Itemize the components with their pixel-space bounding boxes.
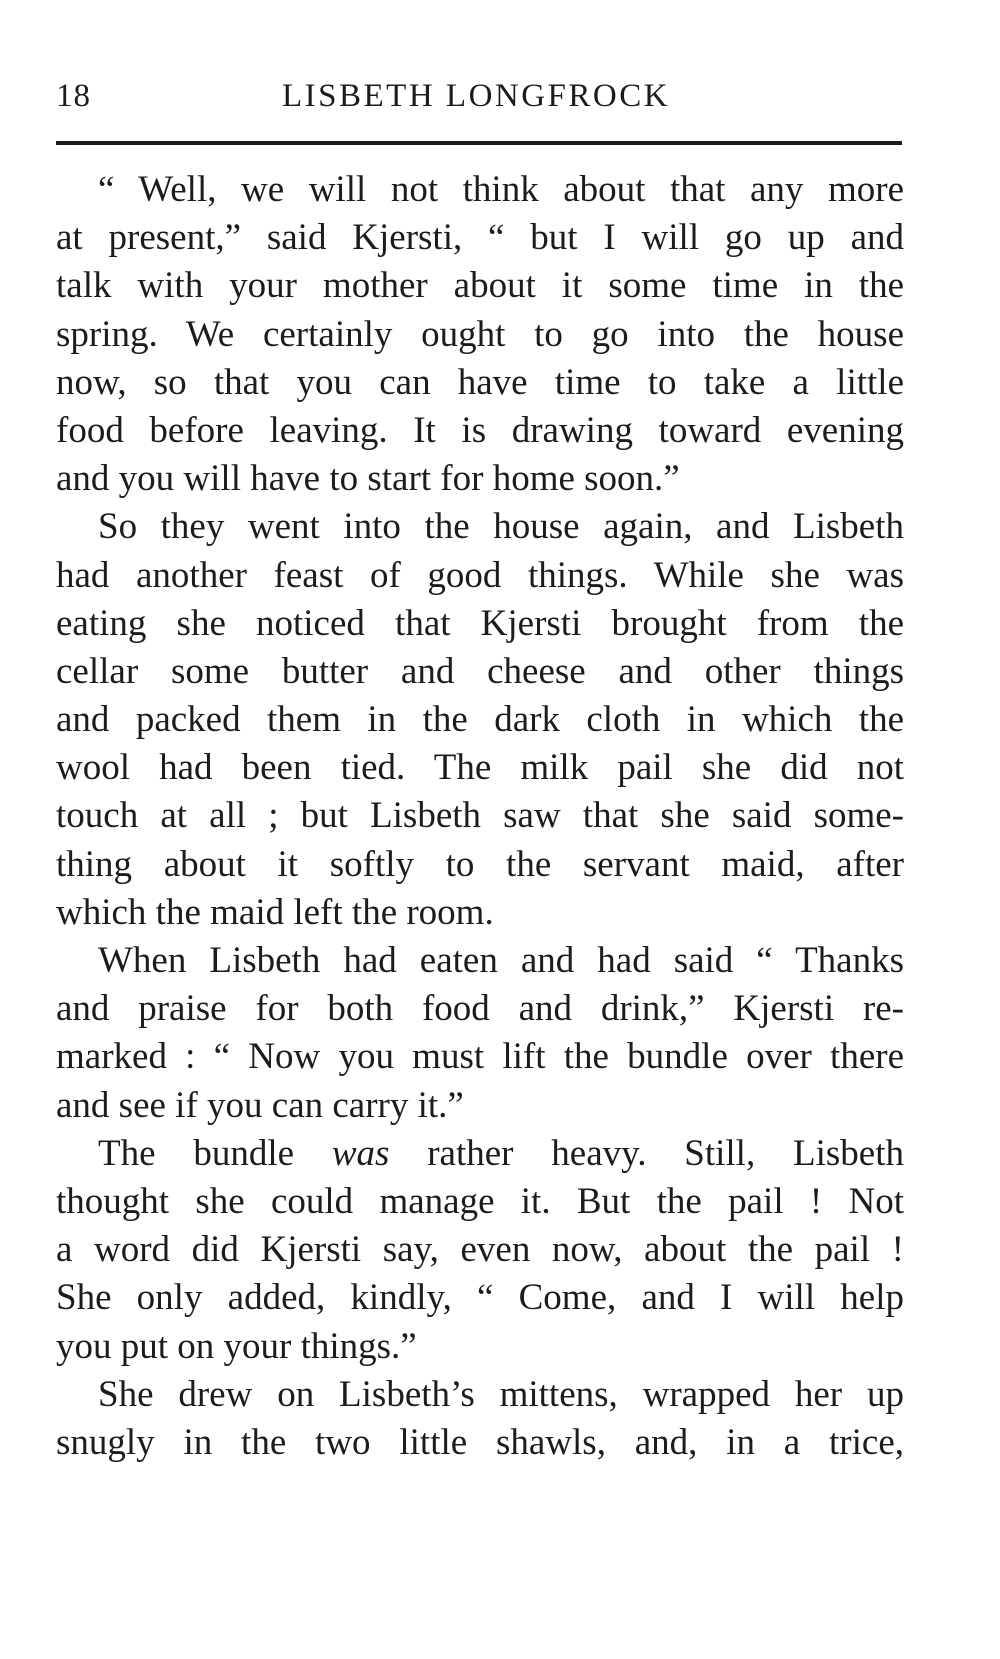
running-head: LISBETH LONGFROCK: [282, 78, 671, 114]
text-line: snugly in the two little shawls, and, in a trice,: [56, 1421, 904, 1463]
text-line: So they went into the house again, and Lisbeth: [98, 506, 904, 548]
text-line: cellar some butter and cheese and other things: [56, 650, 904, 692]
text-line: and you will have to start for home soon.”: [56, 458, 680, 500]
emphasized-word: was: [331, 1132, 390, 1174]
text-fragment: rather heavy. Still, Lisbeth: [389, 1132, 904, 1174]
text-line: spring. We certainly ought to go into the house: [56, 313, 904, 355]
header-rule: [56, 141, 902, 145]
text-line: at present,” said Kjersti, “ but I will go up and: [56, 217, 904, 259]
text-line: had another feast of good things. While she was: [56, 554, 904, 596]
text-line: which the maid left the room.: [56, 891, 494, 933]
text-line: and praise for both food and drink,” Kjersti re-: [56, 988, 904, 1030]
body-text: [56, 166, 904, 1467]
text-line: now, so that you can have time to take a little: [56, 361, 904, 403]
text-line: talk with your mother about it some time in the: [56, 265, 904, 307]
text-line: She only added, kindly, “ Come, and I will help: [56, 1277, 904, 1319]
text-fragment: The bundle: [98, 1132, 332, 1174]
text-line: wool had been tied. The milk pail she did not: [56, 747, 904, 789]
text-line: you put on your things.”: [56, 1325, 417, 1367]
text-line: and packed them in the dark cloth in which the: [56, 699, 904, 741]
text-line: and see if you can carry it.”: [56, 1084, 464, 1126]
text-line: eating she noticed that Kjersti brought from the: [56, 602, 904, 644]
text-line: When Lisbeth had eaten and had said “ Thanks: [98, 940, 904, 981]
text-line: marked : “ Now you must lift the bundle over there: [56, 1036, 904, 1078]
text-line-with-emphasis: [56, 1130, 904, 1178]
page-header: [56, 72, 902, 122]
text-line: thought she could manage it. But the pail ! Not: [56, 1180, 904, 1222]
page-number: 18: [56, 78, 91, 114]
text-line: touch at all ; but Lisbeth saw that she said some-: [56, 795, 904, 837]
text-line: She drew on Lisbeth’s mittens, wrapped her up: [98, 1373, 904, 1415]
text-line: thing about it softly to the servant maid, after: [56, 843, 904, 885]
text-line: “ Well, we will not think about that any more: [98, 169, 904, 210]
text-line: a word did Kjersti say, even now, about the pail !: [56, 1229, 904, 1271]
text-line: food before leaving. It is drawing toward evening: [56, 409, 904, 451]
